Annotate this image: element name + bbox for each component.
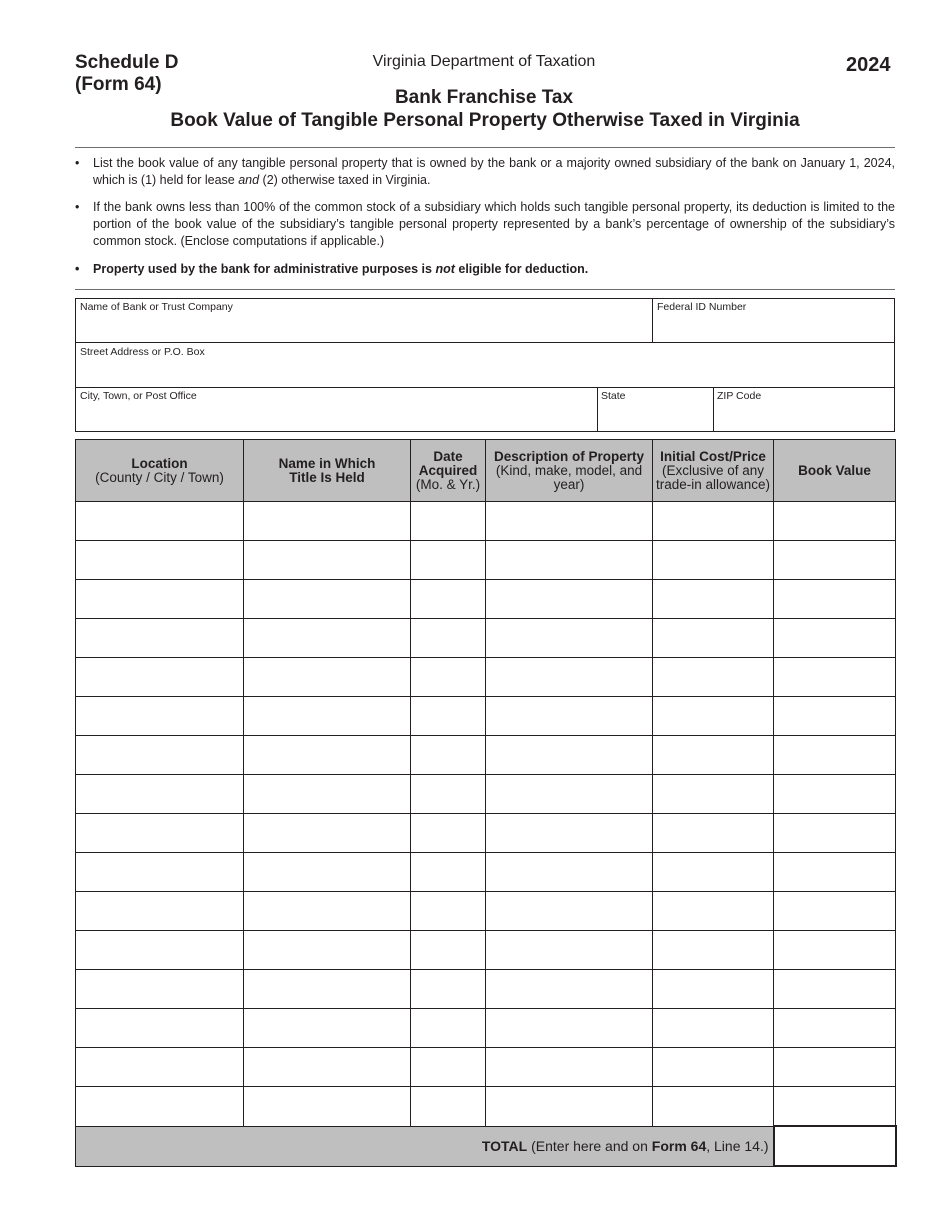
date-acquired-cell[interactable] (411, 1087, 486, 1127)
table-row (76, 736, 896, 775)
description-cell[interactable] (486, 1087, 653, 1127)
table-row (76, 541, 896, 580)
schedule-line-2: (Form 64) (75, 74, 162, 95)
title-holder-cell[interactable] (244, 502, 411, 541)
location-cell[interactable] (76, 1048, 244, 1087)
description-cell[interactable] (486, 580, 653, 619)
title-holder-cell[interactable] (244, 931, 411, 970)
initial-cost-cell[interactable] (653, 1048, 774, 1087)
location-cell[interactable] (76, 892, 244, 931)
form-title: Bank Franchise Tax (394, 87, 574, 108)
bullet-marker: • (75, 262, 80, 276)
book-value-cell[interactable] (774, 853, 896, 892)
book-value-cell[interactable] (774, 736, 896, 775)
total-instruction-b: , Line 14.) (706, 1138, 769, 1154)
property-rows (76, 502, 896, 1127)
col-description-sub: (Kind, make, model, and year) (495, 462, 643, 492)
book-value-cell[interactable] (774, 892, 896, 931)
zip-field[interactable] (715, 406, 893, 430)
location-cell[interactable] (76, 970, 244, 1009)
location-cell[interactable] (76, 775, 244, 814)
description-cell[interactable] (486, 697, 653, 736)
title-holder-cell[interactable] (244, 814, 411, 853)
total-row (76, 1126, 896, 1166)
instruction-item-3 (75, 261, 895, 278)
date-acquired-cell[interactable] (411, 775, 486, 814)
col-description-header (486, 440, 653, 502)
instruction-3-text-a: Property used by the bank for administrative purposes is (93, 262, 436, 276)
description-cell[interactable] (486, 1009, 653, 1048)
description-cell[interactable] (486, 853, 653, 892)
initial-cost-cell[interactable] (653, 931, 774, 970)
title-holder-cell[interactable] (244, 736, 411, 775)
initial-cost-cell[interactable] (653, 814, 774, 853)
state-label: State (601, 390, 626, 402)
form-subtitle: Book Value of Tangible Personal Property Otherwise Taxed in Virginia (170, 110, 800, 131)
date-acquired-cell[interactable] (411, 502, 486, 541)
title-holder-cell[interactable] (244, 658, 411, 697)
description-cell[interactable] (486, 892, 653, 931)
initial-cost-cell[interactable] (653, 580, 774, 619)
table-row (76, 697, 896, 736)
description-cell[interactable] (486, 814, 653, 853)
location-cell[interactable] (76, 736, 244, 775)
book-value-cell[interactable] (774, 1087, 896, 1127)
location-cell[interactable] (76, 814, 244, 853)
bank-name-field[interactable] (77, 317, 649, 340)
instruction-item-2 (75, 199, 895, 250)
date-acquired-cell[interactable] (411, 1009, 486, 1048)
location-cell[interactable] (76, 619, 244, 658)
description-cell[interactable] (486, 502, 653, 541)
date-acquired-cell[interactable] (411, 1048, 486, 1087)
table-row (76, 892, 896, 931)
table-row (76, 931, 896, 970)
table-row (76, 1009, 896, 1048)
col-book-value-header (774, 440, 896, 502)
bank-info-box (75, 298, 895, 432)
zip-label: ZIP Code (717, 390, 762, 402)
description-cell[interactable] (486, 931, 653, 970)
date-acquired-cell[interactable] (411, 814, 486, 853)
bullet-marker: • (75, 200, 80, 214)
book-value-cell[interactable] (774, 1009, 896, 1048)
book-value-cell[interactable] (774, 619, 896, 658)
description-cell[interactable] (486, 970, 653, 1009)
initial-cost-cell[interactable] (653, 775, 774, 814)
book-value-cell[interactable] (774, 931, 896, 970)
initial-cost-cell[interactable] (653, 1087, 774, 1127)
location-cell[interactable] (76, 658, 244, 697)
book-value-cell[interactable] (774, 814, 896, 853)
date-acquired-cell[interactable] (411, 931, 486, 970)
location-cell[interactable] (76, 1087, 244, 1127)
col-title-holder-header (244, 440, 411, 502)
total-form-ref: Form 64 (651, 1138, 707, 1154)
title-holder-cell[interactable] (244, 970, 411, 1009)
schedule-line-1: Schedule D (75, 52, 179, 73)
table-row (76, 970, 896, 1009)
table-row (76, 502, 896, 541)
total-label: TOTAL (481, 1138, 528, 1154)
property-table (75, 439, 897, 1167)
title-holder-cell[interactable] (244, 775, 411, 814)
date-acquired-cell[interactable] (411, 658, 486, 697)
instruction-3-emphasis: not (435, 262, 455, 276)
title-holder-cell[interactable] (244, 892, 411, 931)
initial-cost-cell[interactable] (653, 697, 774, 736)
location-cell[interactable] (76, 541, 244, 580)
table-row (76, 1087, 896, 1127)
street-label: Street Address or P.O. Box (80, 346, 205, 358)
location-cell[interactable] (76, 931, 244, 970)
city-label: City, Town, or Post Office (80, 390, 197, 402)
date-acquired-cell[interactable] (411, 580, 486, 619)
book-value-cell[interactable] (774, 580, 896, 619)
col-title-holder-line1: Name in Which (278, 455, 376, 471)
instruction-1-emphasis: and (238, 173, 260, 187)
table-row (76, 814, 896, 853)
city-field[interactable] (77, 406, 595, 430)
col-book-value-title: Book Value (798, 462, 871, 478)
top-divider (75, 147, 895, 148)
total-label-cell (76, 1126, 774, 1166)
table-row (76, 1048, 896, 1087)
table-row (76, 619, 896, 658)
table-row (76, 775, 896, 814)
col-cost-title: Initial Cost/Price (660, 448, 766, 464)
location-cell[interactable] (76, 1009, 244, 1048)
date-acquired-cell[interactable] (411, 892, 486, 931)
title-holder-cell[interactable] (244, 541, 411, 580)
title-holder-cell[interactable] (244, 1087, 411, 1127)
title-holder-cell[interactable] (244, 1048, 411, 1087)
department-name: Virginia Department of Taxation (372, 53, 596, 70)
fein-field[interactable] (654, 317, 894, 340)
title-holder-cell[interactable] (244, 619, 411, 658)
col-location-header (76, 440, 244, 502)
instruction-2-text: If the bank owns less than 100% of the common stock of a subsidiary which holds such tangible personal property, its deduction is limited to the portion of the book value of the subsidiary’s tangible personal property represented by a bank’s percentage of ownership of the subsidiary’s common stock. (Enclose computations if applicable.) (93, 200, 895, 248)
initial-cost-cell[interactable] (653, 853, 774, 892)
date-acquired-cell[interactable] (411, 853, 486, 892)
info-row-divider (76, 387, 894, 388)
initial-cost-cell[interactable] (653, 892, 774, 931)
table-row (76, 658, 896, 697)
col-date-line1: Date (433, 448, 463, 464)
date-acquired-cell[interactable] (411, 697, 486, 736)
instructions-divider (75, 289, 895, 290)
book-value-cell[interactable] (774, 502, 896, 541)
bank-name-label: Name of Bank or Trust Company (80, 301, 233, 313)
title-holder-cell[interactable] (244, 580, 411, 619)
fein-label: Federal ID Number (657, 301, 747, 313)
info-col-divider (713, 387, 714, 432)
book-value-cell[interactable] (774, 541, 896, 580)
date-acquired-cell[interactable] (411, 970, 486, 1009)
date-acquired-cell[interactable] (411, 619, 486, 658)
book-value-cell[interactable] (774, 970, 896, 1009)
book-value-cell[interactable] (774, 1048, 896, 1087)
instruction-1-text-b: (2) otherwise taxed in Virginia. (259, 173, 431, 187)
location-cell[interactable] (76, 853, 244, 892)
table-header-row (76, 440, 896, 502)
description-cell[interactable] (486, 736, 653, 775)
info-col-divider (597, 387, 598, 432)
table-row (76, 580, 896, 619)
col-date-sub: (Mo. & Yr.) (415, 476, 481, 492)
description-cell[interactable] (486, 1048, 653, 1087)
col-date-header (411, 440, 486, 502)
initial-cost-cell[interactable] (653, 619, 774, 658)
total-book-value-field[interactable] (774, 1126, 896, 1166)
table-row (76, 853, 896, 892)
initial-cost-cell[interactable] (653, 970, 774, 1009)
info-row-divider (76, 342, 894, 343)
location-cell[interactable] (76, 502, 244, 541)
col-location-title: Location (131, 455, 188, 471)
street-field[interactable] (77, 362, 893, 385)
location-cell[interactable] (76, 697, 244, 736)
col-cost-sub: (Exclusive of any trade-in allowance) (655, 462, 771, 492)
col-description-title: Description of Property (493, 448, 645, 464)
total-instruction-a: (Enter here and on (527, 1138, 652, 1154)
state-field[interactable] (599, 406, 711, 430)
initial-cost-cell[interactable] (653, 541, 774, 580)
title-holder-cell[interactable] (244, 697, 411, 736)
date-acquired-cell[interactable] (411, 736, 486, 775)
description-cell[interactable] (486, 658, 653, 697)
initial-cost-cell[interactable] (653, 502, 774, 541)
info-col-divider (652, 299, 653, 342)
col-date-line2: Acquired (418, 462, 478, 478)
book-value-cell[interactable] (774, 775, 896, 814)
col-cost-header (653, 440, 774, 502)
initial-cost-cell[interactable] (653, 1009, 774, 1048)
col-title-holder-line2: Title Is Held (289, 469, 365, 485)
title-holder-cell[interactable] (244, 1009, 411, 1048)
initial-cost-cell[interactable] (653, 658, 774, 697)
date-acquired-cell[interactable] (411, 541, 486, 580)
tax-year: 2024 (846, 54, 891, 76)
instruction-item-1 (75, 155, 895, 189)
initial-cost-cell[interactable] (653, 736, 774, 775)
book-value-cell[interactable] (774, 697, 896, 736)
description-cell[interactable] (486, 775, 653, 814)
book-value-cell[interactable] (774, 658, 896, 697)
description-cell[interactable] (486, 619, 653, 658)
bullet-marker: • (75, 156, 80, 170)
location-cell[interactable] (76, 580, 244, 619)
col-location-sub: (County / City / Town) (95, 469, 224, 485)
instruction-1-text-a: List the book value of any tangible personal property that is owned by the bank or a majority owned subsidiary of the bank on January 1, 2024, which is (1) held for lease (93, 156, 895, 187)
title-holder-cell[interactable] (244, 853, 411, 892)
instruction-3-text-b: eligible for deduction. (454, 262, 589, 276)
description-cell[interactable] (486, 541, 653, 580)
